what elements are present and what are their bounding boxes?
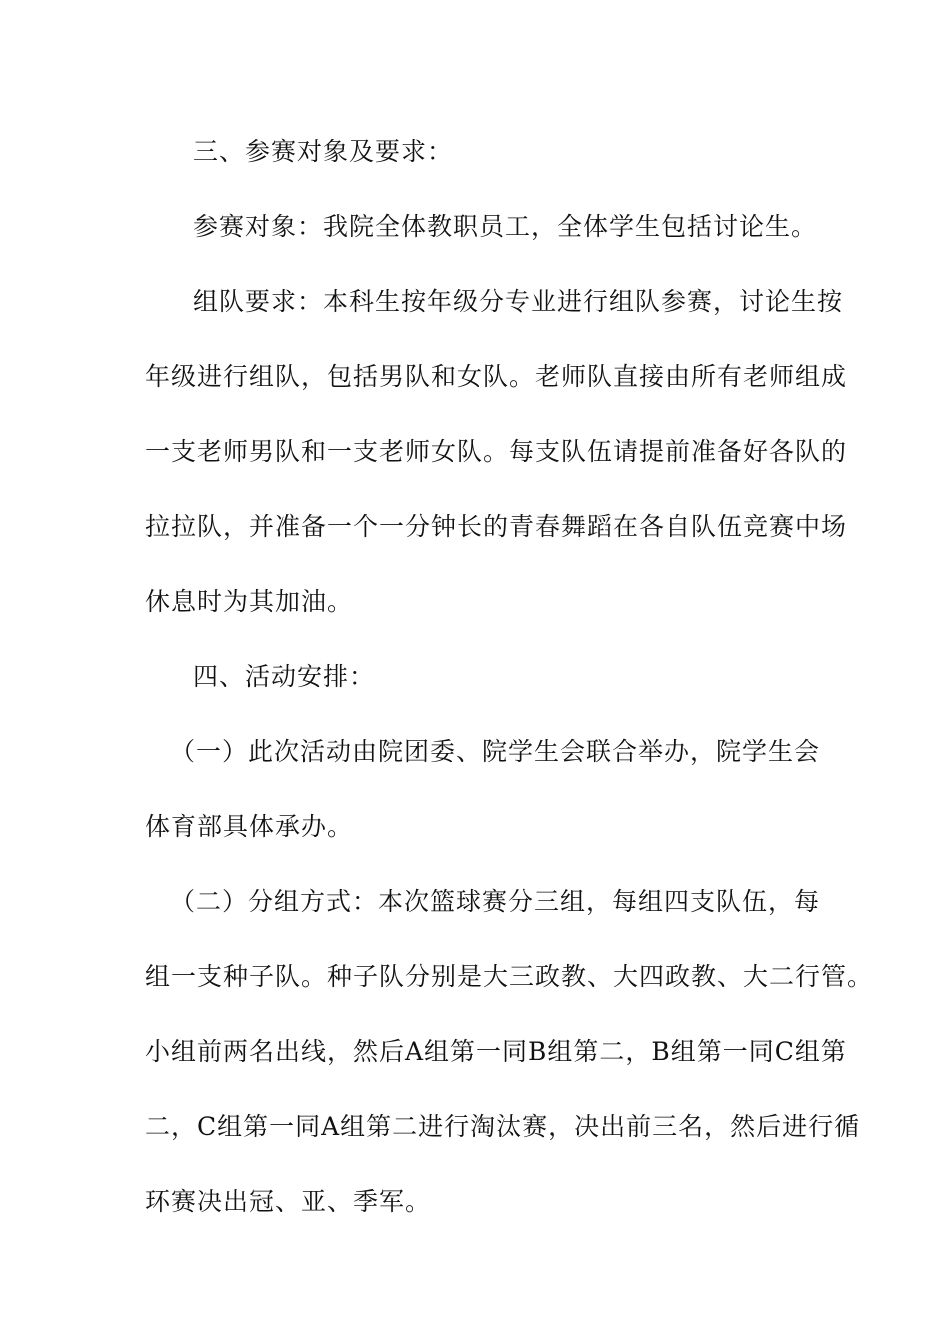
paragraph-line: 环赛决出冠、亚、季军。 [145, 1187, 432, 1216]
paragraph-line: 组一支种子队。种子队分别是大三政教、大四政教、大二行管。 [145, 962, 874, 991]
section-heading-participants: 三、参赛对象及要求： [193, 137, 454, 166]
paragraph-line: （一）此次活动由院团委、院学生会联合举办，院学生会 [170, 737, 821, 766]
paragraph-line: （二）分组方式：本次篮球赛分三组，每组四支队伍，每 [170, 887, 821, 916]
paragraph-line: 参赛对象：我院全体教职员工，全体学生包括讨论生。 [193, 212, 818, 241]
paragraph-line: 组队要求：本科生按年级分专业进行组队参赛，讨论生按 [193, 287, 844, 316]
paragraph-line: 年级进行组队，包括男队和女队。老师队直接由所有老师组成 [145, 362, 848, 391]
section-heading-schedule: 四、活动安排： [193, 662, 376, 691]
paragraph-line: 休息时为其加油。 [145, 587, 354, 616]
paragraph-line: 体育部具体承办。 [145, 812, 354, 841]
paragraph-line: 拉拉队，并准备一个一分钟长的青春舞蹈在各自队伍竞赛中场 [145, 512, 848, 541]
paragraph-line: 小组前两名出线，然后A组第一同B组第二，B组第一同C组第 [145, 1037, 847, 1066]
paragraph-line: 二，C组第一同A组第二进行淘汰赛，决出前三名，然后进行循 [145, 1112, 861, 1141]
paragraph-line: 一支老师男队和一支老师女队。每支队伍请提前准备好各队的 [145, 437, 848, 466]
